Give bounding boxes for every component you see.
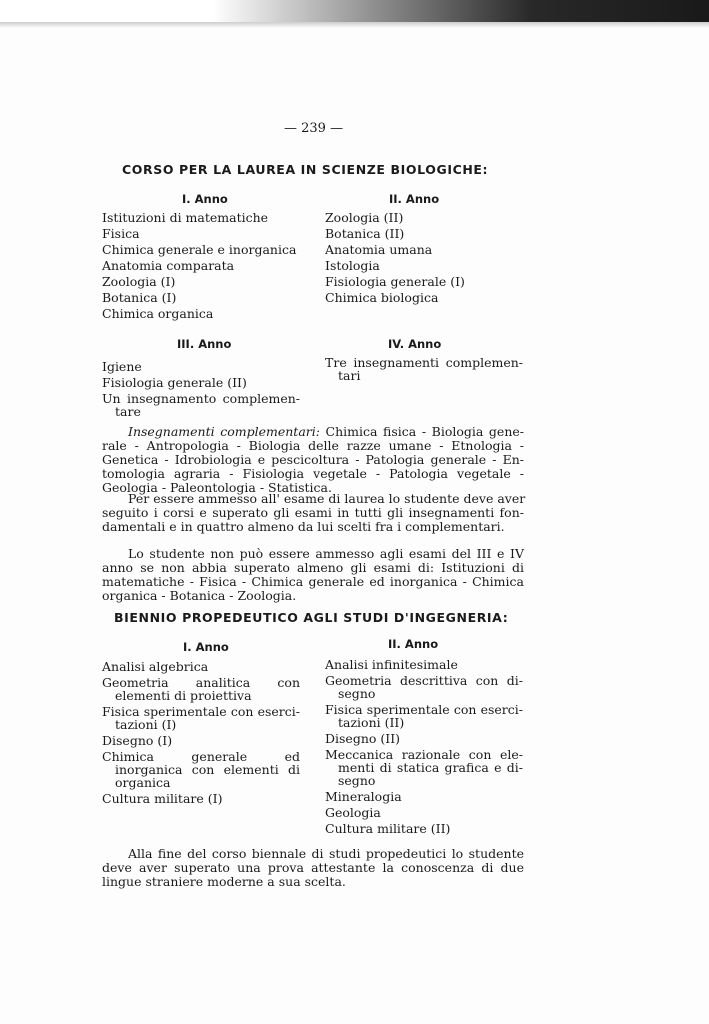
- course-item: Anatomia comparata: [102, 258, 235, 273]
- anno-heading: II. Anno: [389, 192, 440, 206]
- course-item: Tre insegnamenti complemen- tari: [325, 355, 523, 383]
- text-line: anno se non abbia superato almeno gli esami di: Istituzioni di: [102, 560, 524, 575]
- course-list: [325, 658, 523, 838]
- anno-heading: I. Anno: [183, 640, 229, 654]
- prerequisite-paragraph: [102, 547, 524, 603]
- page-number: — 239 —: [284, 121, 344, 136]
- course-item: Zoologia (I): [102, 274, 176, 289]
- course-item: Istituzioni di matematiche: [102, 210, 269, 225]
- language-paragraph: [102, 847, 524, 889]
- course-item: Fisica: [102, 226, 140, 241]
- course-item: Fisiologia generale (I): [325, 274, 465, 289]
- course-list: [102, 210, 302, 322]
- course-item: Meccanica razionale con ele- menti di statica grafica e di- segno: [325, 747, 523, 788]
- course-item: Botanica (II): [325, 226, 405, 241]
- course-item: Fisiologia generale (II): [102, 375, 247, 390]
- anno-heading: I. Anno: [182, 192, 228, 206]
- course-item: Istologia: [325, 258, 380, 273]
- course-item: Un insegnamento complemen- tare: [102, 391, 300, 419]
- text-line: Alla fine del corso biennale di studi propedeutici lo studente: [128, 846, 524, 861]
- course-list: [102, 360, 300, 421]
- anno-heading: II. Anno: [388, 637, 439, 651]
- course-item: Anatomia umana: [325, 242, 433, 257]
- course-item: Fisica sperimentale con eserci- tazioni (I): [102, 704, 300, 732]
- anno-heading: III. Anno: [177, 337, 232, 351]
- course-item: Disegno (I): [102, 733, 173, 748]
- exam-paragraph: [102, 492, 524, 534]
- course-item: Geometria descrittiva con di- segno: [325, 673, 523, 701]
- text-line: deve aver superato una prova attestante la conoscenza di due: [102, 860, 524, 875]
- text-line: organica - Botanica - Zoologia.: [102, 588, 297, 603]
- text-line: Per essere ammesso all' esame di laurea lo studente deve aver: [128, 491, 526, 506]
- course-item: Cultura militare (I): [102, 791, 223, 806]
- section-title-ingegneria: BIENNIO PROPEDEUTICO AGLI STUDI D'INGEGNERIA:: [114, 610, 509, 625]
- course-item: Igiene: [102, 359, 142, 374]
- section-title-biologia: CORSO PER LA LAUREA IN SCIENZE BIOLOGICHE:: [122, 162, 489, 177]
- course-item: Chimica generale ed inorganica con elementi di organica: [102, 749, 300, 790]
- course-item: Mineralogia: [325, 789, 402, 804]
- scan-edge: [0, 0, 709, 22]
- course-item: Geologia: [325, 805, 381, 820]
- text-line: matematiche - Fisica - Chimica generale ed inorganica - Chimica: [102, 574, 524, 589]
- course-item: Geometria analitica con elementi di proiettiva: [102, 675, 300, 703]
- text-line: damentali e in quattro almeno da lui scelti fra i complementari.: [102, 519, 505, 534]
- text-line: seguito i corsi e superato gli esami in tutti gli insegnamenti fon-: [102, 505, 524, 520]
- complementari-paragraph: Insegnamenti complementari: Chimica fisica - Biologia gene- rale - Antropologia - Biologia delle razze umane - Etnologia - Genetica - Idrobiologia e pescicoltura - Patologia generale - En- tomologia agraria - Fisiologia vegetale - Patologia vegetale - Geologia - Paleontologia - Statistica.: [102, 424, 524, 495]
- course-item: Fisica sperimentale con eserci- tazioni (II): [325, 702, 523, 730]
- course-item: Disegno (II): [325, 731, 401, 746]
- text-line: lingue straniere moderne a sua scelta.: [102, 874, 346, 889]
- text-line: Lo studente non può essere ammesso agli esami del III e IV: [128, 546, 524, 561]
- course-item: Analisi algebrica: [102, 659, 209, 674]
- course-item: Zoologia (II): [325, 210, 404, 225]
- course-list: [325, 356, 523, 385]
- course-item: Chimica organica: [102, 306, 214, 321]
- anno-heading: IV. Anno: [388, 337, 442, 351]
- course-item: Chimica generale e inorganica: [102, 242, 297, 257]
- course-list: [325, 210, 525, 306]
- course-item: Chimica biologica: [325, 290, 439, 305]
- course-item: Botanica (I): [102, 290, 177, 305]
- course-item: Analisi infinitesimale: [325, 657, 458, 672]
- course-item: Cultura militare (II): [325, 821, 451, 836]
- course-list: [102, 660, 300, 808]
